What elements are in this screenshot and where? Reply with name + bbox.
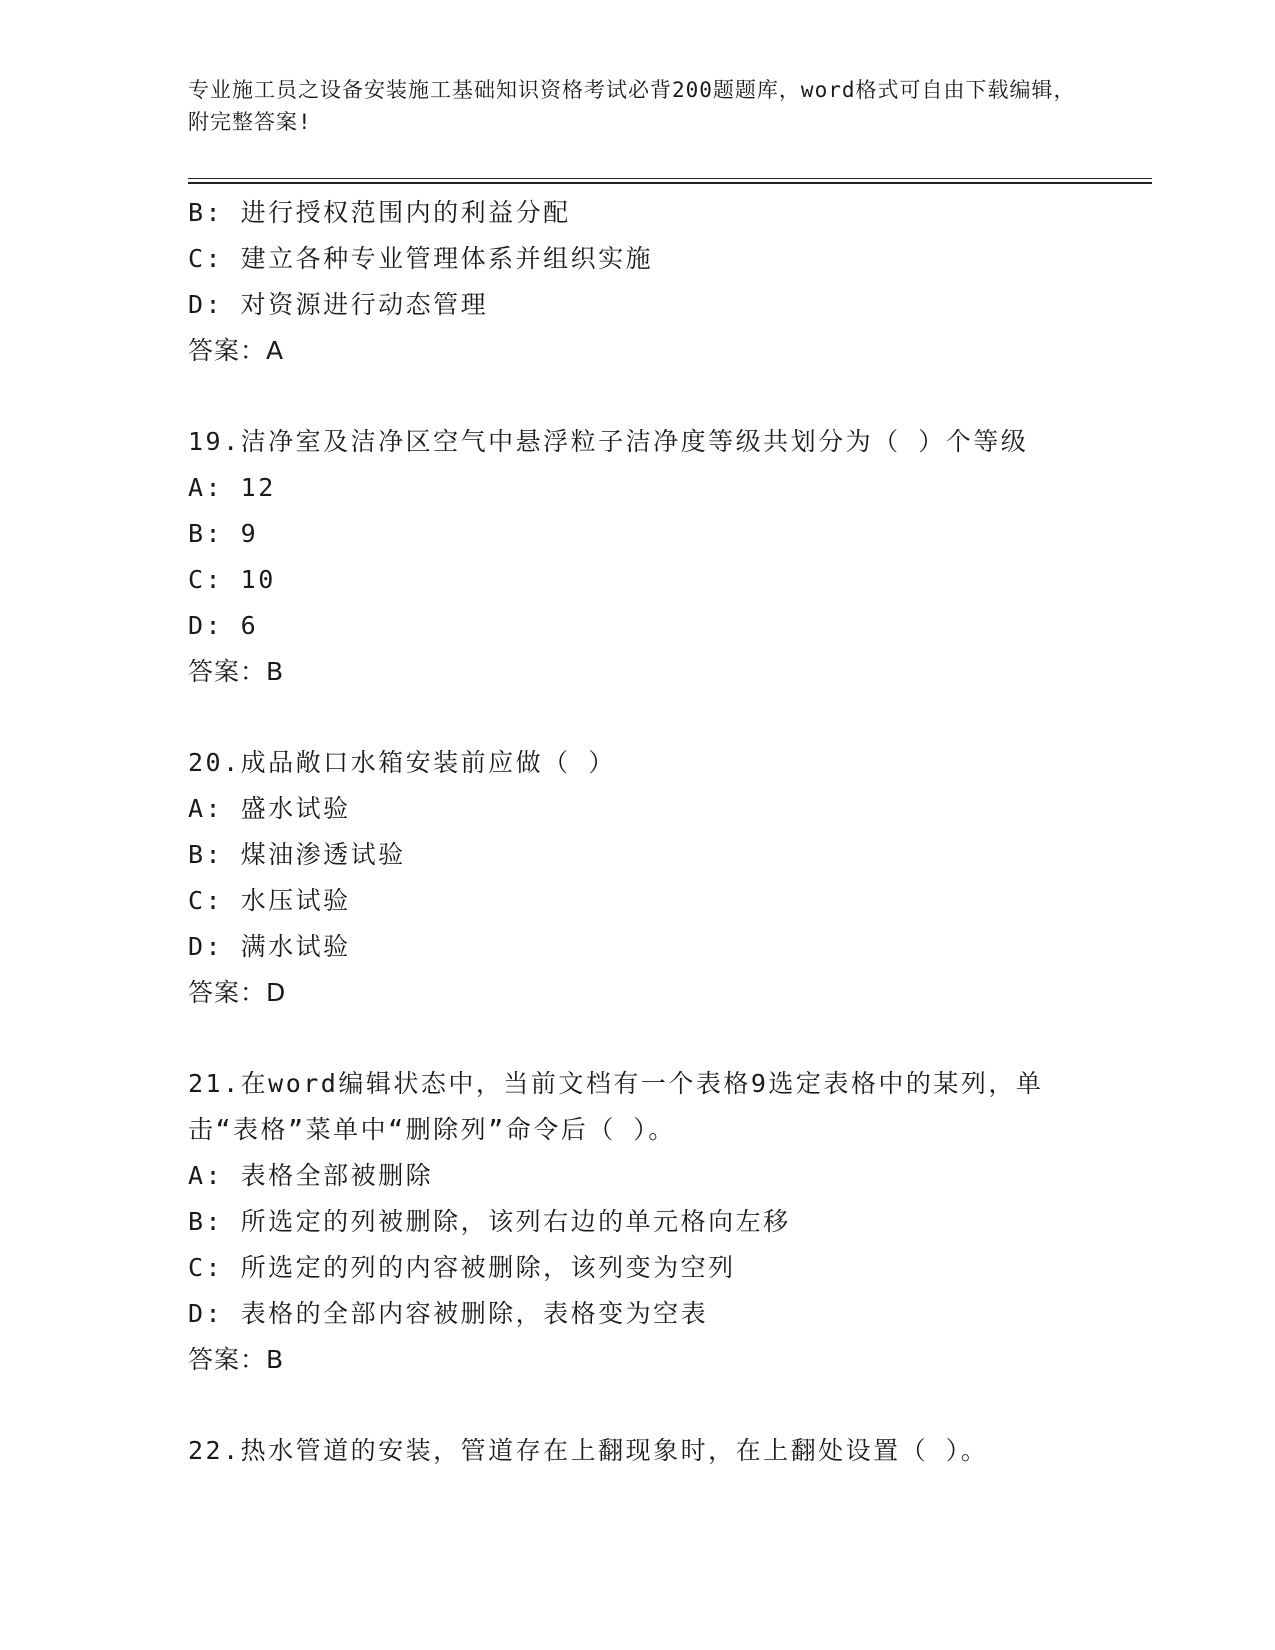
option-c: C: 10 <box>188 565 276 594</box>
option-d: D: 满水试验 <box>188 932 351 961</box>
option-a: A: 表格全部被删除 <box>188 1161 434 1190</box>
answer-text: 答案：B <box>188 1345 285 1374</box>
question-stem: 19.洁净室及洁净区空气中悬浮粒子洁净度等级共划分为（ ）个等级 <box>188 427 1029 456</box>
option-a: A: 盛水试验 <box>188 794 351 823</box>
prev-question-block <box>188 190 1148 374</box>
option-b: B: 煤油渗透试验 <box>188 840 406 869</box>
document-header: 专业施工员之设备安装施工基础知识资格考试必背200题题库，word格式可自由下载编辑，附完整答案! <box>188 78 1076 134</box>
option-d: D: 6 <box>188 611 259 640</box>
question-stem: 22.热水管道的安装，管道存在上翻现象时，在上翻处设置（ ）。 <box>188 1436 989 1465</box>
option-d: D: 对资源进行动态管理 <box>188 290 489 319</box>
question-19 <box>188 419 1148 695</box>
option-d: D: 表格的全部内容被删除，表格变为空表 <box>188 1299 709 1328</box>
question-list <box>188 190 1148 1474</box>
question-22 <box>188 1428 1148 1474</box>
option-c: C: 水压试验 <box>188 886 351 915</box>
header-divider-thin <box>188 178 1152 179</box>
option-c: C: 所选定的列的内容被删除，该列变为空列 <box>188 1253 736 1282</box>
answer-text: 答案：A <box>188 336 285 365</box>
header-divider-thick <box>188 182 1152 184</box>
answer-text: 答案：D <box>188 978 287 1007</box>
option-c: C: 建立各种专业管理体系并组织实施 <box>188 244 654 273</box>
option-b: B: 所选定的列被删除，该列右边的单元格向左移 <box>188 1207 791 1236</box>
question-21 <box>188 1061 1148 1383</box>
option-b: B: 9 <box>188 519 259 548</box>
option-a: A: 12 <box>188 473 276 502</box>
option-b: B: 进行授权范围内的利益分配 <box>188 198 571 227</box>
question-stem: 20.成品敞口水箱安装前应做（ ） <box>188 748 616 777</box>
question-20 <box>188 740 1148 1016</box>
question-stem: 21.在word编辑状态中，当前文档有一个表格9选定表格中的某列，单击“表格”菜单中“删除列”命令后（ ）。 <box>188 1069 1044 1144</box>
answer-text: 答案：B <box>188 657 285 686</box>
